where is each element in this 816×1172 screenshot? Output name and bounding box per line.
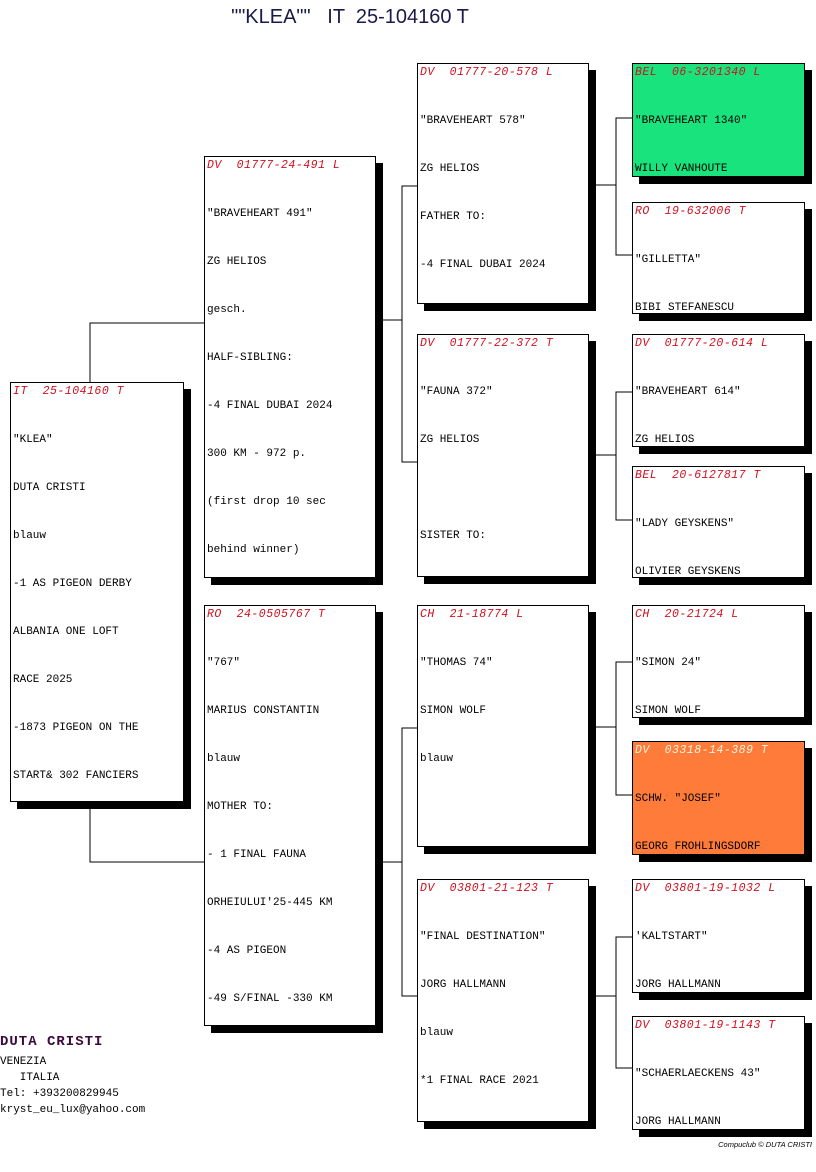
- pedigree-fmf-card[interactable]: [632, 334, 805, 447]
- pedigree-mff-card[interactable]: [632, 605, 805, 718]
- ring-number: DV 01777-24-491 L: [207, 159, 341, 172]
- ring-number: CH 20-21724 L: [635, 608, 739, 621]
- card-line: BIBI STEFANESCU: [635, 302, 735, 314]
- card-line: -4 FINAL DUBAI 2024: [420, 259, 546, 271]
- card-line: OLIVIER GEYSKENS: [635, 566, 741, 578]
- card-line: JORG HALLMANN: [635, 1116, 721, 1128]
- card-line: "GILLETTA": [635, 254, 702, 266]
- card-line: -1873 PIGEON ON THE: [13, 722, 139, 734]
- card-lines: [420, 623, 586, 847]
- card-line: "FINAL DESTINATION": [420, 931, 546, 943]
- card-line: SIMON WOLF: [420, 705, 487, 717]
- card-lines: [635, 623, 802, 718]
- card-line: START& 302 FANCIERS: [13, 770, 139, 782]
- card-line: -4 AS PIGEON: [207, 945, 287, 957]
- card-line: -4 FINAL DUBAI 2024: [207, 400, 333, 412]
- owner-email[interactable]: kryst_eu_lux@yahoo.com: [0, 1104, 146, 1116]
- card-lines: [635, 759, 802, 855]
- card-line: ZG HELIOS: [420, 434, 480, 446]
- card-line: HALF-SIBLING:: [207, 352, 293, 364]
- card-line: - 1 FINAL FAUNA: [207, 849, 307, 861]
- card-lines: [635, 484, 802, 578]
- card-line: 300 KM - 972 p.: [207, 448, 307, 460]
- card-line: [420, 1121, 586, 1122]
- card-lines: [635, 352, 802, 447]
- card-lines: [420, 897, 586, 1122]
- card-line: ZG HELIOS: [635, 434, 695, 446]
- pedigree-father-card[interactable]: [204, 156, 376, 578]
- card-line: blauw: [420, 753, 454, 765]
- card-line: ZG HELIOS: [207, 256, 267, 268]
- owner-name: DUTA CRISTI: [0, 1034, 104, 1050]
- owner-phone: Tel: +393200829945: [0, 1088, 119, 1100]
- ring-number: DV 03801-19-1032 L: [635, 882, 776, 895]
- ring-number: BEL 06-3201340 L: [635, 66, 761, 79]
- card-line: blauw: [13, 530, 47, 542]
- card-line: SISTER TO:: [420, 530, 487, 542]
- ring-number: CH 21-18774 L: [420, 608, 524, 621]
- card-line: DUTA CRISTI: [13, 482, 86, 494]
- ring-number: DV 01777-22-372 T: [420, 337, 554, 350]
- card-line: *1 FINAL RACE 2021: [420, 1075, 539, 1087]
- card-line: [420, 576, 586, 577]
- card-line: GEORG FROHLINGSDORF: [635, 841, 761, 853]
- ring-number: DV 01777-20-614 L: [635, 337, 769, 350]
- pedigree-subject-card[interactable]: [10, 382, 184, 802]
- pedigree-ffm-card[interactable]: [632, 202, 805, 314]
- card-line: (first drop 10 sec: [207, 496, 326, 508]
- ring-number: DV 01777-20-578 L: [420, 66, 554, 79]
- card-line: [420, 480, 586, 496]
- card-line: ZG HELIOS: [420, 163, 480, 175]
- card-line: WILLY VANHOUTE: [635, 163, 728, 175]
- card-lines: [635, 1034, 802, 1130]
- pedigree-fmm-card[interactable]: [632, 466, 805, 578]
- footer-credit: Compuclub © DUTA CRISTI: [718, 1140, 812, 1149]
- card-line: "BRAVEHEART 614": [635, 386, 741, 398]
- card-lines: [13, 400, 181, 802]
- card-line: "BRAVEHEART 578": [420, 115, 526, 127]
- card-line: "BRAVEHEART 491": [207, 208, 313, 220]
- ring-number: DV 03801-21-123 T: [420, 882, 554, 895]
- pedigree-mf-card[interactable]: [417, 605, 589, 847]
- pedigree-mm-card[interactable]: [417, 879, 589, 1122]
- card-line: SCHW. "JOSEF": [635, 793, 721, 805]
- card-line: FATHER TO:: [420, 211, 487, 223]
- card-line: "SCHAERLAECKENS 43": [635, 1068, 761, 1080]
- card-lines: [635, 81, 802, 177]
- pedigree-ff-card[interactable]: [417, 63, 589, 304]
- ring-number: DV 03318-14-389 T: [635, 744, 769, 757]
- card-line: [420, 799, 586, 815]
- pedigree-mmf-card[interactable]: [632, 879, 805, 993]
- pedigree-fm-card[interactable]: [417, 334, 589, 577]
- card-line: "THOMAS 74": [420, 657, 493, 669]
- card-line: "BRAVEHEART 1340": [635, 115, 748, 127]
- ring-number: BEL 20-6127817 T: [635, 469, 761, 482]
- card-line: JORG HALLMANN: [420, 979, 506, 991]
- pedigree-mother-card[interactable]: [204, 605, 376, 1026]
- pedigree-mfm-card[interactable]: [632, 741, 805, 855]
- owner-info: [0, 1034, 145, 1118]
- card-line: blauw: [420, 1027, 454, 1039]
- card-line: 'KALTSTART": [635, 931, 708, 943]
- owner-city: VENEZIA: [0, 1056, 47, 1068]
- card-lines: [420, 352, 586, 577]
- ring-number: RO 19-632006 T: [635, 205, 747, 218]
- card-line: -1 AS PIGEON DERBY: [13, 578, 132, 590]
- pedigree-title: ""KLEA"" IT 25-104160 T: [231, 6, 469, 28]
- card-line: behind winner): [207, 544, 300, 556]
- card-line: "767": [207, 657, 241, 669]
- card-line: SIMON WOLF: [635, 705, 702, 717]
- owner-country: ITALIA: [0, 1072, 60, 1084]
- card-line: "FAUNA 372": [420, 386, 493, 398]
- ring-number: RO 24-0505767 T: [207, 608, 326, 621]
- card-line: ALBANIA ONE LOFT: [13, 626, 119, 638]
- card-line: MARIUS CONSTANTIN: [207, 705, 320, 717]
- card-line: ORHEIULUI'25-445 KM: [207, 897, 333, 909]
- card-line: "LADY GEYSKENS": [635, 518, 735, 530]
- card-line: JORG HALLMANN: [635, 979, 721, 991]
- card-line: "SIMON 24": [635, 657, 702, 669]
- ring-number: IT 25-104160 T: [13, 385, 125, 398]
- card-lines: [420, 81, 586, 304]
- card-line: RACE 2025: [13, 674, 73, 686]
- ring-number: DV 03801-19-1143 T: [635, 1019, 776, 1032]
- card-line: -49 S/FINAL -330 KM: [207, 993, 333, 1005]
- card-line: MOTHER TO:: [207, 801, 274, 813]
- card-lines: [207, 623, 373, 1026]
- card-lines: [635, 220, 802, 314]
- pedigree-fff-card[interactable]: [632, 63, 805, 177]
- card-lines: [635, 897, 802, 993]
- card-line: blauw: [207, 753, 241, 765]
- card-line: "KLEA": [13, 434, 53, 446]
- card-line: gesch.: [207, 304, 247, 316]
- pedigree-mmm-card[interactable]: [632, 1016, 805, 1130]
- card-lines: [207, 174, 373, 578]
